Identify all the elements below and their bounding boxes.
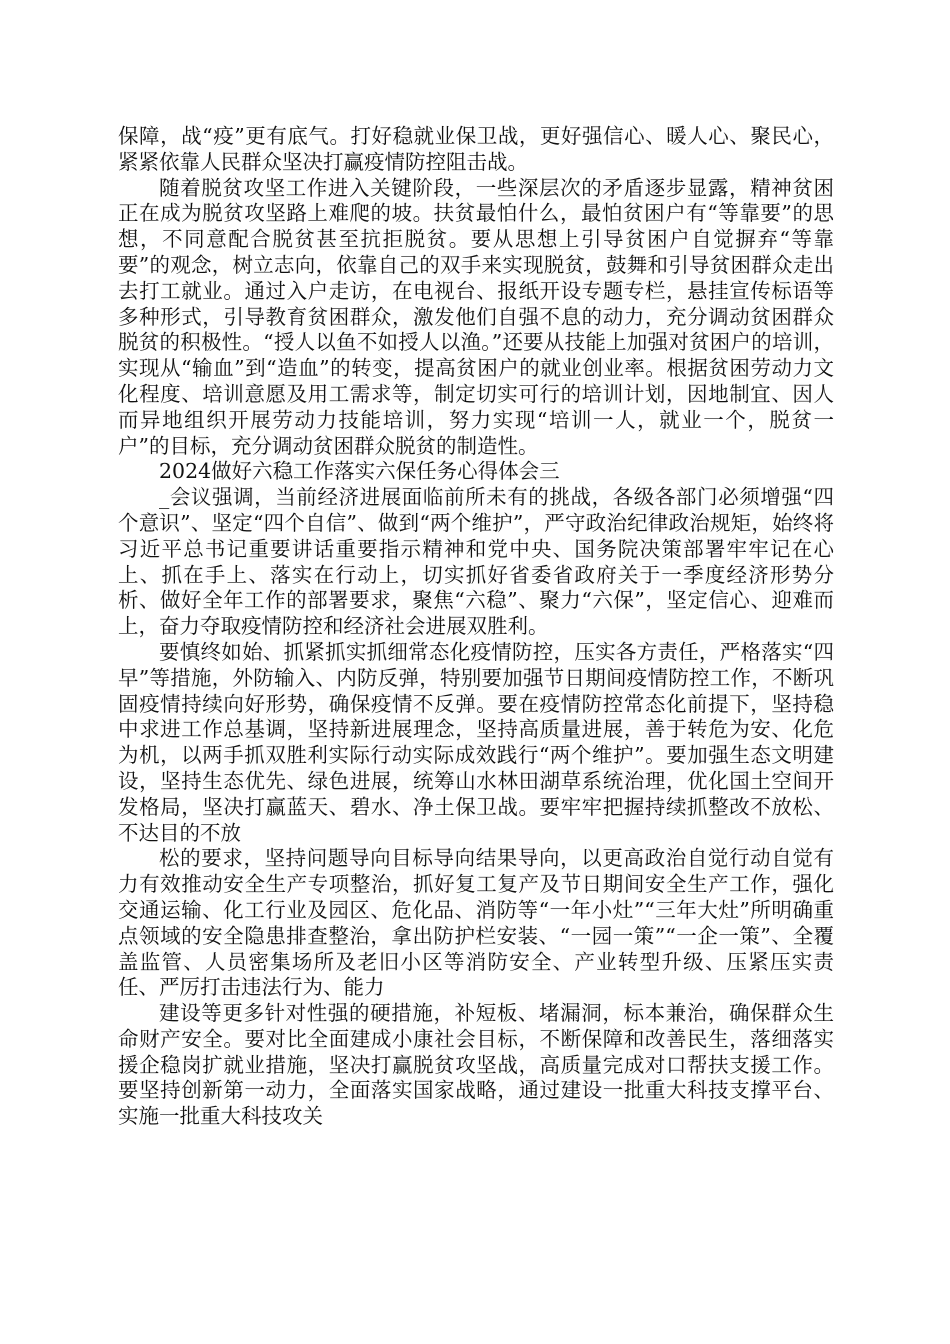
paragraph-2: 随着脱贫攻坚工作进入关键阶段，一些深层次的矛盾逐步显露，精神贫困正在成为脱贫攻坚路上难爬的坡。扶贫最怕什么，最怕贫困户有“等靠要”的思想，不同意配合脱贫甚至抗拒脱贫。要从思想上引导贫困户自觉摒弃“等靠要”的观念，树立志向，依靠自己的双手来实现脱贫，鼓舞和引导贫困群众走出去打工就业。通过入户走访，在电视台、报纸开设专题专栏，悬挂宣传标语等多种形式，引导教育贫困群众，激发他们自强不息的动力，充分调动贫困群众脱贫的积极性。“授人以鱼不如授人以渔。”还要从技能上加强对贫困户的培训，实现从“输血”到“造血”的转变，提高贫困户的就业创业率。根据贫困劳动力文化程度、培训意愿及用工需求等，制定切实可行的培训计划，因地制宜、因人而异地组织开展劳动力技能培训，努力实现“培训一人，就业一个，脱贫一户”的目标，充分调动贫困群众脱贫的制造性。 [118,175,834,458]
paragraph-4: _会议强调，当前经济进展面临前所未有的挑战，各级各部门必须增强“四个意识”、坚定“四个自信”、做到“两个维护”，严守政治纪律政治规矩，始终将习近平总书记重要讲话重要指示精神和党中央、国务院决策部署牢牢记在心上、抓在手上、落实在行动上，切实抓好省委省政府关于一季度经济形势分析、做好全年工作的部署要求，聚焦“六稳”、聚力“六保”，坚定信心、迎难而上，奋力夺取疫情防控和经济社会进展双胜利。 [118,485,834,639]
paragraph-5: 要慎终如始、抓紧抓实抓细常态化疫情防控，压实各方责任，严格落实“四早”等措施，外防输入、内防反弹，特别要加强节日期间疫情防控工作，不断巩固疫情持续向好形势，确保疫情不反弹。要在疫情防控常态化前提下，坚持稳中求进工作总基调，坚持新进展理念，坚持高质量进展，善于转危为安、化危为机，以两手抓双胜利实际行动实际成效践行“两个维护”。要加强生态文明建设，坚持生态优先、绿色进展，统筹山水林田湖草系统治理，优化国土空间开发格局，坚决打赢蓝天、碧水、净土保卫战。要牢牢把握持续抓整改不放松、不达目的不放 [118,639,834,845]
document-page [118,124,834,1130]
paragraph-6: 松的要求，坚持问题导向目标导向结果导向，以更高政治自觉行动自觉有力有效推动安全生产专项整治，抓好复工复产及节日期间安全生产工作，强化交通运输、化工行业及园区、危化品、消防等“一年小灶”“三年大灶”所明确重点领域的安全隐患排查整治，拿出防护栏安装、“一园一策”“一企一策”、全覆盖监管、人员密集场所及老旧小区等消防安全、产业转型升级、压紧压实责任、严厉打击违法行为、能力 [118,846,834,1000]
paragraph-1: 保障，战“疫”更有底气。打好稳就业保卫战，更好强信心、暖人心、聚民心，紧紧依靠人民群众坚决打赢疫情防控阻击战。 [118,124,834,174]
section-heading: 2024做好六稳工作落实六保任务心得体会三 [159,459,560,484]
paragraph-7: 建设等更多针对性强的硬措施，补短板、堵漏洞，标本兼治，确保群众生命财产安全。要对比全面建成小康社会目标，不断保障和改善民生，落细落实援企稳岗扩就业措施，坚决打赢脱贫攻坚战，高质量完成对口帮扶支援工作。要坚持创新第一动力，全面落实国家战略，通过建设一批重大科技支撑平台、实施一批重大科技攻关 [118,1001,834,1129]
